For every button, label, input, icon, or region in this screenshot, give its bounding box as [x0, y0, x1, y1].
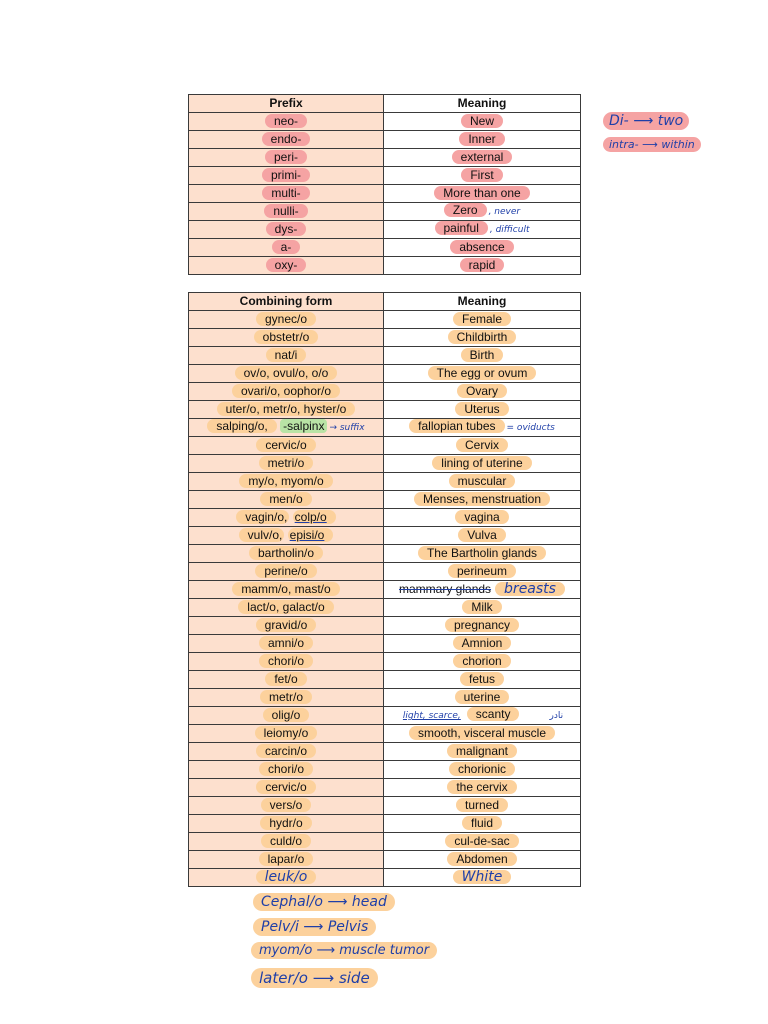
term-text: metr/o	[260, 690, 312, 704]
meaning-text: fluid	[462, 816, 502, 830]
term-cell	[189, 473, 384, 491]
bottom-note-term: myom/o	[259, 943, 313, 958]
meaning-note: = oviducts	[506, 423, 555, 433]
combining-form-row	[189, 545, 581, 563]
term-text: nulli-	[264, 204, 307, 218]
meaning-text: Milk	[462, 600, 501, 614]
meaning-text: Menses, menstruation	[414, 492, 550, 506]
meaning-note: breasts	[495, 582, 565, 596]
meaning-cell	[384, 779, 581, 797]
meaning-cell	[384, 707, 581, 725]
meaning-cell	[384, 689, 581, 707]
prefix-row	[189, 167, 581, 185]
prefix-row	[189, 113, 581, 131]
term-text: multi-	[262, 186, 309, 200]
meaning-text: fallopian tubes	[409, 419, 504, 433]
meaning-cell	[384, 329, 581, 347]
term-text: vulv/o,	[239, 528, 285, 542]
term-cell	[189, 401, 384, 419]
meaning-text: absence	[450, 240, 513, 254]
meaning-text: cul-de-sac	[445, 834, 518, 848]
meaning-cell	[384, 833, 581, 851]
term-cell	[189, 203, 384, 221]
term-text: gynec/o	[256, 312, 316, 326]
combining-form-row	[189, 851, 581, 869]
term-text: neo-	[265, 114, 307, 128]
meaning-text: chorionic	[449, 762, 515, 776]
term-text: chori/o	[259, 654, 313, 668]
term-text: ovari/o, oophor/o	[232, 384, 340, 398]
meaning-cell	[384, 797, 581, 815]
meaning-cell	[384, 617, 581, 635]
combining-form-row	[189, 383, 581, 401]
meaning-cell	[384, 527, 581, 545]
meaning-cell	[384, 671, 581, 689]
term-text: dys-	[266, 222, 307, 236]
meaning-cell	[384, 635, 581, 653]
meaning-text: Zero	[444, 203, 487, 217]
term-text: amni/o	[259, 636, 313, 650]
meaning-note: , never	[488, 207, 521, 217]
meaning-cell	[384, 725, 581, 743]
term-text: vagin/o,	[236, 510, 289, 524]
term-cell	[189, 689, 384, 707]
meaning-cell	[384, 149, 581, 167]
term-text: olig/o	[263, 708, 310, 722]
term-cell	[189, 347, 384, 365]
meaning-text: scanty	[467, 707, 520, 721]
term-cell	[189, 761, 384, 779]
combining-form-row	[189, 653, 581, 671]
term-text: perine/o	[255, 564, 316, 578]
combining-form-row	[189, 779, 581, 797]
meaning-text: New	[461, 114, 503, 128]
term-cell	[189, 167, 384, 185]
term-text: oxy-	[266, 258, 307, 272]
meaning-struck-text: mammary glands	[399, 582, 492, 596]
term-cell	[189, 383, 384, 401]
term-cell	[189, 491, 384, 509]
term-text: nat/i	[266, 348, 307, 362]
meaning-cell	[384, 545, 581, 563]
meaning-cell	[384, 203, 581, 221]
bottom-note-meaning: Pelvis	[327, 919, 369, 935]
prefix-row	[189, 131, 581, 149]
combining-form-row	[189, 725, 581, 743]
term-cell	[189, 779, 384, 797]
term-cell	[189, 113, 384, 131]
arrow-icon: ⟶	[312, 969, 335, 987]
term-cell	[189, 545, 384, 563]
meaning-text: muscular	[449, 474, 516, 488]
term-text: mamm/o, mast/o	[232, 582, 339, 596]
meaning-text: First	[461, 168, 502, 182]
term-text: vers/o	[261, 798, 312, 812]
arrow-icon: ⟶	[642, 138, 658, 151]
term-cell	[189, 743, 384, 761]
combining-form-row	[189, 509, 581, 527]
meaning-text: malignant	[447, 744, 517, 758]
combining-form-row	[189, 329, 581, 347]
term-text: lact/o, galact/o	[238, 600, 333, 614]
meaning-cell	[384, 653, 581, 671]
combining-form-row	[189, 473, 581, 491]
bottom-note-cephal	[253, 893, 395, 911]
term-cell	[189, 653, 384, 671]
prefix-row	[189, 239, 581, 257]
combining-form-row	[189, 311, 581, 329]
meaning-text: smooth, visceral muscle	[409, 726, 555, 740]
side-note-di	[603, 112, 689, 130]
bottom-note-meaning: head	[351, 894, 387, 910]
prefix-table	[188, 94, 581, 275]
meaning-cell	[384, 167, 581, 185]
arrow-icon: ⟶	[633, 113, 654, 129]
prefix-row	[189, 221, 581, 239]
combining-form-row	[189, 689, 581, 707]
meaning-text: Abdomen	[447, 852, 516, 866]
term-text: culd/o	[261, 834, 311, 848]
term-text: cervic/o	[256, 438, 315, 452]
term-cell	[189, 563, 384, 581]
meaning-text: rapid	[460, 258, 505, 272]
term-text: bartholin/o	[249, 546, 323, 560]
term-underlined-text: episi/o	[288, 528, 334, 542]
term-cell	[189, 671, 384, 689]
arrow-icon: ⟶	[316, 943, 336, 958]
meaning-cell	[384, 761, 581, 779]
term-cell	[189, 239, 384, 257]
term-cell	[189, 311, 384, 329]
term-text: leiomy/o	[255, 726, 318, 740]
combining-form-row	[189, 581, 581, 599]
term-cell	[189, 617, 384, 635]
combining-form-row	[189, 743, 581, 761]
combining-form-row	[189, 347, 581, 365]
term-cell	[189, 185, 384, 203]
bottom-note-later	[251, 968, 378, 988]
combining-form-row	[189, 491, 581, 509]
term-cell	[189, 833, 384, 851]
bottom-note-term: Pelv/i	[261, 919, 299, 935]
meaning-text: Childbirth	[448, 330, 517, 344]
meaning-cell	[384, 383, 581, 401]
combining-form-row	[189, 455, 581, 473]
combining-form-row	[189, 761, 581, 779]
term-text: gravid/o	[256, 618, 317, 632]
bottom-note-meaning: side	[338, 969, 370, 987]
meaning-text: Vulva	[458, 528, 506, 542]
term-cell	[189, 869, 384, 887]
term-text: obstetr/o	[254, 330, 319, 344]
term-cell	[189, 509, 384, 527]
term-text: peri-	[265, 150, 307, 164]
term-cell	[189, 455, 384, 473]
combining-form-row	[189, 671, 581, 689]
meaning-text: Inner	[459, 132, 504, 146]
combining-form-row	[189, 635, 581, 653]
meaning-cell	[384, 311, 581, 329]
bottom-note-term: Cephal/o	[261, 894, 323, 910]
term-cell	[189, 131, 384, 149]
meaning-column-header: Meaning	[384, 95, 581, 113]
combining-form-row	[189, 707, 581, 725]
meaning-text: Uterus	[455, 402, 508, 416]
combining-form-row	[189, 527, 581, 545]
term-text: metri/o	[259, 456, 314, 470]
meaning-cell	[384, 491, 581, 509]
term-text: cervic/o	[256, 780, 315, 794]
term-text: leuk/o	[256, 870, 317, 884]
meaning-text: The Bartholin glands	[418, 546, 546, 560]
meaning-cell	[384, 455, 581, 473]
term-text: fet/o	[265, 672, 306, 686]
combining-form-column-header: Combining form	[189, 293, 384, 311]
term-note: → suffix	[329, 423, 365, 433]
side-note-intra	[603, 137, 701, 152]
bottom-note-term: later/o	[259, 969, 308, 987]
meaning-cell	[384, 419, 581, 437]
term-underlined-text: colp/o	[293, 510, 336, 524]
prefix-column-header: Prefix	[189, 95, 384, 113]
meaning-text: fetus	[460, 672, 504, 686]
combining-form-row	[189, 815, 581, 833]
meaning-cell	[384, 257, 581, 275]
term-cell	[189, 221, 384, 239]
combining-table-header	[189, 293, 581, 311]
meaning-cell	[384, 743, 581, 761]
suffix-text: -salpinx	[280, 419, 327, 433]
prefix-row	[189, 257, 581, 275]
meaning-text: painful	[435, 221, 488, 235]
bottom-note-pelv	[253, 918, 376, 936]
meaning-cell	[384, 599, 581, 617]
meaning-cell	[384, 221, 581, 239]
term-text: uter/o, metr/o, hyster/o	[217, 402, 356, 416]
bottom-note-meaning: muscle tumor	[339, 943, 430, 958]
meaning-cell	[384, 185, 581, 203]
meaning-text: uterine	[455, 690, 510, 704]
term-text: carcin/o	[256, 744, 316, 758]
combining-form-row	[189, 599, 581, 617]
term-cell	[189, 635, 384, 653]
meaning-cell	[384, 239, 581, 257]
term-cell	[189, 581, 384, 599]
term-text: a-	[272, 240, 301, 254]
combining-form-row	[189, 833, 581, 851]
meaning-text: Amnion	[453, 636, 512, 650]
meaning-column-header: Meaning	[384, 293, 581, 311]
meaning-text: Cervix	[456, 438, 508, 452]
meaning-cell	[384, 473, 581, 491]
prefix-row	[189, 203, 581, 221]
side-note-meaning: two	[657, 113, 684, 129]
term-cell	[189, 707, 384, 725]
term-cell	[189, 527, 384, 545]
meaning-text: Birth	[461, 348, 504, 362]
bottom-note-myom	[251, 942, 437, 959]
term-text: my/o, myom/o	[239, 474, 332, 488]
meaning-cell	[384, 815, 581, 833]
term-cell	[189, 851, 384, 869]
meaning-text: perineum	[448, 564, 516, 578]
meaning-cell	[384, 347, 581, 365]
meaning-text: turned	[456, 798, 508, 812]
term-text: lapar/o	[259, 852, 314, 866]
prefix-table-header	[189, 95, 581, 113]
meaning-cell	[384, 581, 581, 599]
meaning-text: vagina	[455, 510, 508, 524]
term-cell	[189, 815, 384, 833]
term-cell	[189, 599, 384, 617]
meaning-text: the cervix	[447, 780, 516, 794]
term-text: ov/o, ovul/o, o/o	[235, 366, 338, 380]
combining-form-table	[188, 292, 581, 887]
side-note-term: Di-	[609, 113, 629, 129]
meaning-cell	[384, 869, 581, 887]
term-cell	[189, 419, 384, 437]
term-cell	[189, 257, 384, 275]
meaning-cell	[384, 131, 581, 149]
combining-form-row	[189, 797, 581, 815]
meaning-cell	[384, 401, 581, 419]
meaning-cell	[384, 365, 581, 383]
arrow-icon: ⟶	[327, 894, 348, 910]
term-cell	[189, 365, 384, 383]
meaning-cell	[384, 563, 581, 581]
meaning-cell	[384, 509, 581, 527]
meaning-text: The egg or ovum	[428, 366, 537, 380]
term-text: chori/o	[259, 762, 313, 776]
combining-form-row	[189, 617, 581, 635]
term-text: hydr/o	[260, 816, 311, 830]
meaning-text: More than one	[434, 186, 529, 200]
meaning-prefix-note: light, scarce,	[402, 711, 461, 721]
term-text: salping/o,	[207, 419, 276, 433]
combining-form-row	[189, 563, 581, 581]
meaning-text: Female	[453, 312, 511, 326]
term-cell	[189, 797, 384, 815]
meaning-text: White	[453, 870, 512, 884]
meaning-text: lining of uterine	[432, 456, 531, 470]
meaning-cell	[384, 851, 581, 869]
term-text: endo-	[262, 132, 311, 146]
combining-form-row	[189, 419, 581, 437]
term-cell	[189, 725, 384, 743]
term-cell	[189, 437, 384, 455]
meaning-note: نادر	[549, 711, 564, 721]
side-note-meaning: within	[661, 138, 695, 151]
term-cell	[189, 329, 384, 347]
arrow-icon: ⟶	[303, 919, 324, 935]
side-note-term: intra-	[609, 138, 639, 151]
term-cell	[189, 149, 384, 167]
meaning-text: chorion	[453, 654, 510, 668]
meaning-cell	[384, 113, 581, 131]
meaning-text: external	[452, 150, 513, 164]
meaning-text: pregnancy	[445, 618, 519, 632]
meaning-note: , difficult	[489, 225, 530, 235]
combining-form-row	[189, 437, 581, 455]
combining-form-row	[189, 365, 581, 383]
meaning-cell	[384, 437, 581, 455]
term-text: primi-	[262, 168, 310, 182]
prefix-row	[189, 149, 581, 167]
meaning-text: Ovary	[457, 384, 507, 398]
combining-form-row	[189, 401, 581, 419]
term-text: men/o	[260, 492, 311, 506]
prefix-row	[189, 185, 581, 203]
combining-form-row	[189, 869, 581, 887]
